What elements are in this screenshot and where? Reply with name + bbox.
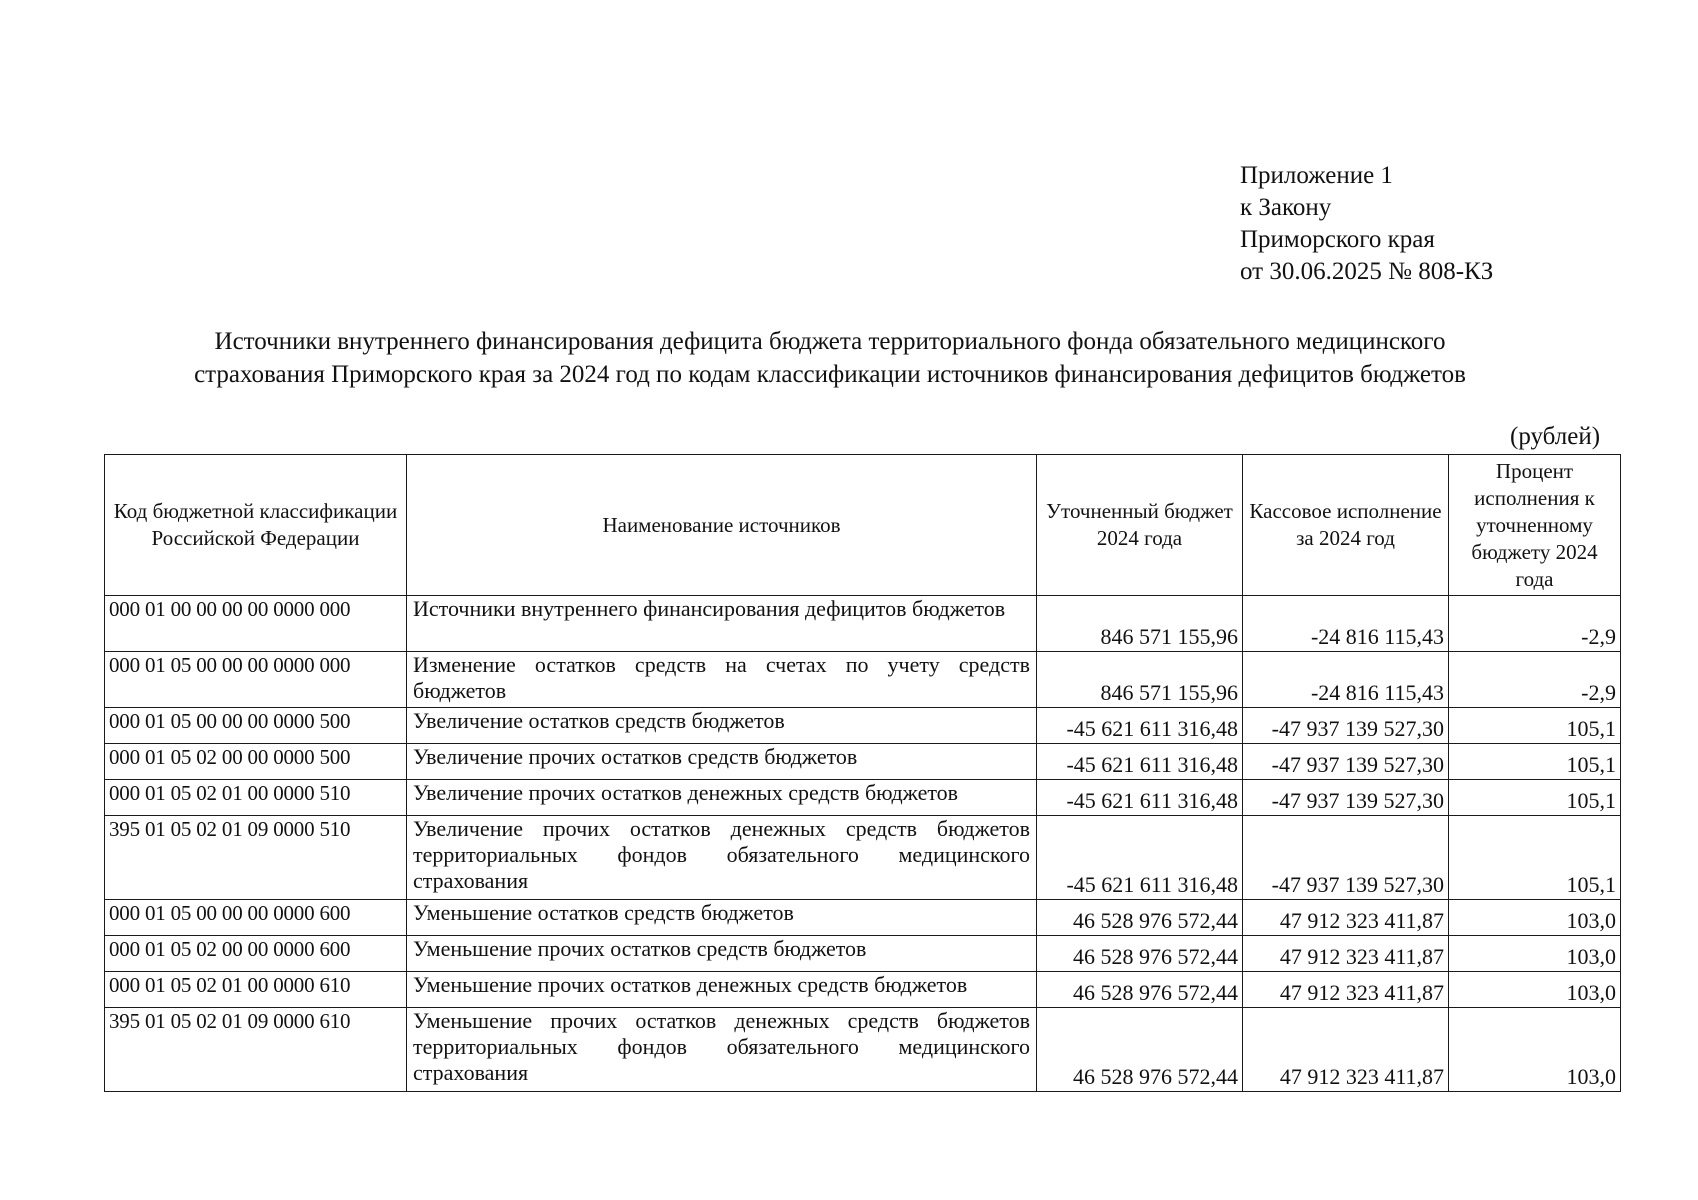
cell-percent: 105,1 — [1449, 708, 1621, 744]
table-row — [105, 596, 1621, 652]
cell-percent: 103,0 — [1449, 972, 1621, 1008]
header-percent: Процент исполнения к уточненному бюджету 2024 года — [1449, 455, 1621, 596]
table-row — [105, 744, 1621, 780]
cell-percent: 105,1 — [1449, 744, 1621, 780]
cell-budget: -45 621 611 316,48 — [1037, 816, 1243, 900]
cell-percent: -2,9 — [1449, 652, 1621, 708]
cell-code: 000 01 05 00 00 00 0000 500 — [105, 708, 407, 744]
cell-execution: 47 912 323 411,87 — [1243, 900, 1449, 936]
cell-percent: -2,9 — [1449, 596, 1621, 652]
cell-code: 000 01 05 02 00 00 0000 500 — [105, 744, 407, 780]
table-row — [105, 780, 1621, 816]
cell-name: Увеличение прочих остатков денежных средств бюджетов территориальных фондов обязательного медицинского страхования — [407, 816, 1037, 900]
appendix-line: Приложение 1 — [1240, 162, 1393, 189]
title-line: Источники внутреннего финансирования дефицита бюджета территориального фонда обязательного медицинского — [214, 328, 1446, 355]
cell-code: 000 01 05 02 00 00 0000 600 — [105, 936, 407, 972]
cell-name: Увеличение прочих остатков средств бюджетов — [407, 744, 1037, 780]
appendix-line: Приморского края — [1240, 226, 1435, 253]
cell-budget: -45 621 611 316,48 — [1037, 780, 1243, 816]
cell-name: Уменьшение прочих остатков средств бюджетов — [407, 936, 1037, 972]
header-budget: Уточненный бюджет 2024 года — [1037, 455, 1243, 596]
cell-execution: -24 816 115,43 — [1243, 652, 1449, 708]
cell-name: Уменьшение прочих остатков денежных средств бюджетов — [407, 972, 1037, 1008]
appendix-line: к Закону — [1240, 194, 1332, 221]
cell-budget: -45 621 611 316,48 — [1037, 708, 1243, 744]
cell-execution: 47 912 323 411,87 — [1243, 972, 1449, 1008]
unit-label: (рублей) — [1510, 423, 1601, 450]
cell-code: 000 01 05 00 00 00 0000 000 — [105, 652, 407, 708]
cell-percent: 105,1 — [1449, 780, 1621, 816]
cell-execution: 47 912 323 411,87 — [1243, 1008, 1449, 1092]
cell-name: Уменьшение остатков средств бюджетов — [407, 900, 1037, 936]
cell-code: 395 01 05 02 01 09 0000 510 — [105, 816, 407, 900]
cell-name: Источники внутреннего финансирования дефицитов бюджетов — [407, 596, 1037, 652]
table-row — [105, 972, 1621, 1008]
cell-name: Увеличение остатков средств бюджетов — [407, 708, 1037, 744]
appendix-line: от 30.06.2025 № 808-КЗ — [1240, 258, 1494, 285]
cell-percent: 105,1 — [1449, 816, 1621, 900]
cell-percent: 103,0 — [1449, 1008, 1621, 1092]
cell-execution: -47 937 139 527,30 — [1243, 744, 1449, 780]
cell-budget: 846 571 155,96 — [1037, 596, 1243, 652]
cell-budget: 46 528 976 572,44 — [1037, 972, 1243, 1008]
cell-execution: -47 937 139 527,30 — [1243, 780, 1449, 816]
financing-table — [104, 454, 1621, 1092]
document-title — [100, 325, 1560, 391]
table-row — [105, 816, 1621, 900]
appendix-reference — [1240, 160, 1493, 288]
table-row — [105, 936, 1621, 972]
header-name: Наименование источников — [407, 455, 1037, 596]
cell-budget: 46 528 976 572,44 — [1037, 1008, 1243, 1092]
cell-percent: 103,0 — [1449, 900, 1621, 936]
cell-name: Изменение остатков средств на счетах по учету средств бюджетов — [407, 652, 1037, 708]
title-line: страхования Приморского края за 2024 год по кодам классификации источников финансирования дефицитов бюджетов — [194, 361, 1466, 388]
cell-execution: -47 937 139 527,30 — [1243, 708, 1449, 744]
cell-budget: 46 528 976 572,44 — [1037, 936, 1243, 972]
cell-budget: 46 528 976 572,44 — [1037, 900, 1243, 936]
header-execution: Кассовое исполнение за 2024 год — [1243, 455, 1449, 596]
cell-code: 000 01 05 02 01 00 0000 610 — [105, 972, 407, 1008]
cell-execution: 47 912 323 411,87 — [1243, 936, 1449, 972]
cell-budget: 846 571 155,96 — [1037, 652, 1243, 708]
cell-budget: -45 621 611 316,48 — [1037, 744, 1243, 780]
cell-execution: -47 937 139 527,30 — [1243, 816, 1449, 900]
table-row — [105, 1008, 1621, 1092]
cell-code: 395 01 05 02 01 09 0000 610 — [105, 1008, 407, 1092]
cell-code: 000 01 05 02 01 00 0000 510 — [105, 780, 407, 816]
cell-code: 000 01 00 00 00 00 0000 000 — [105, 596, 407, 652]
cell-code: 000 01 05 00 00 00 0000 600 — [105, 900, 407, 936]
cell-percent: 103,0 — [1449, 936, 1621, 972]
cell-name: Увеличение прочих остатков денежных средств бюджетов — [407, 780, 1037, 816]
table-row — [105, 652, 1621, 708]
header-code: Код бюджетной классификации Российской Федерации — [105, 455, 407, 596]
table-row — [105, 708, 1621, 744]
cell-execution: -24 816 115,43 — [1243, 596, 1449, 652]
table-row — [105, 900, 1621, 936]
cell-name: Уменьшение прочих остатков денежных средств бюджетов территориальных фондов обязательного медицинского страхования — [407, 1008, 1037, 1092]
table-header-row — [105, 455, 1621, 596]
